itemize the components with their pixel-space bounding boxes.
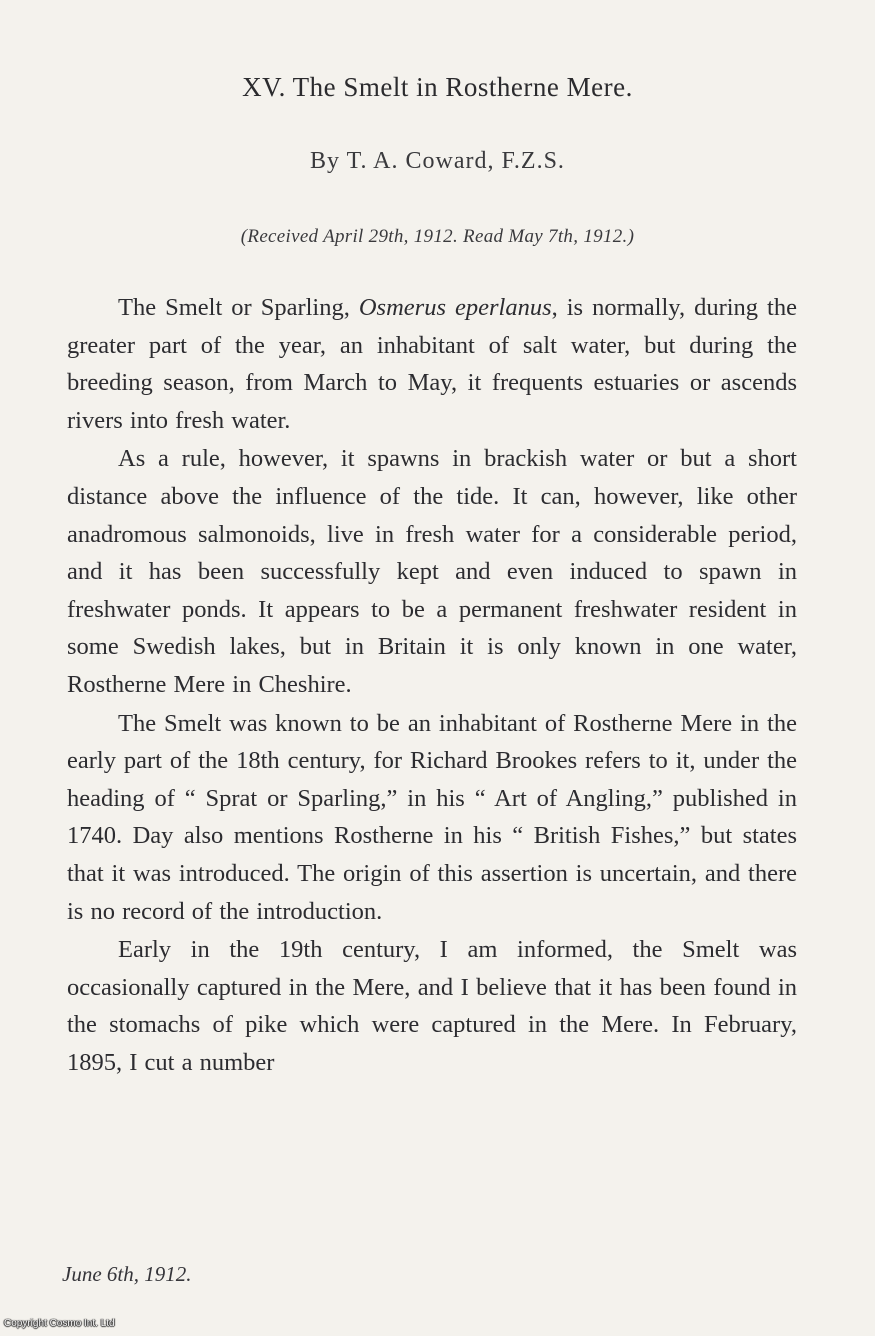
footer-date: June 6th, 1912.	[62, 1262, 192, 1286]
author-byline: By T. A. Coward, F.Z.S.	[310, 148, 565, 174]
paragraph-1-start: The Smelt or Sparling,	[118, 294, 359, 321]
paragraph-4: Early in the 19th century, I am informed, the Smelt was occasionally captured in the Mere, and I believe that it has been found in the stomachs of pike which were captured in the Mere. In February, 1895, I cut a number	[67, 936, 797, 1076]
paragraph-1-end: , is normally, during the greater part of the year, an inhabitant of salt water, but during the breeding season, from March to May, it frequents estuaries or ascends rivers into fresh water.	[67, 294, 797, 434]
article-body	[67, 289, 797, 1081]
paragraph-1	[67, 289, 797, 439]
species-name: Osmerus eperlanus	[358, 294, 552, 321]
article-title: XV. The Smelt in Rostherne Mere.	[242, 72, 633, 102]
copyright-watermark: Copyright Cosmo Int. Ltd	[4, 1318, 115, 1329]
received-read-dates: (Received April 29th, 1912. Read May 7th, 1912.)	[240, 226, 635, 247]
paragraph-3: The Smelt was known to be an inhabitant of Rostherne Mere in the early part of the 18th century, for Richard Brookes refers to it, under the heading of “ Sprat or Sparling,” in his “ Art of Angling,” published in 1740. Day also mentions Rostherne in his “ British Fishes,” but states that it was introduced. The origin of this assertion is uncertain, and there is no record of the introduction.	[67, 709, 797, 925]
paragraph-2: As a rule, however, it spawns in brackish water or but a short distance above the influence of the tide. It can, however, like other anadromous salmonoids, live in fresh water for a considerable period, and it has been successfully kept and even induced to spawn in freshwater ponds. It appears to be a permanent freshwater resident in some Swedish lakes, but in Britain it is only known in one water, Rostherne Mere in Cheshire.	[67, 445, 797, 698]
